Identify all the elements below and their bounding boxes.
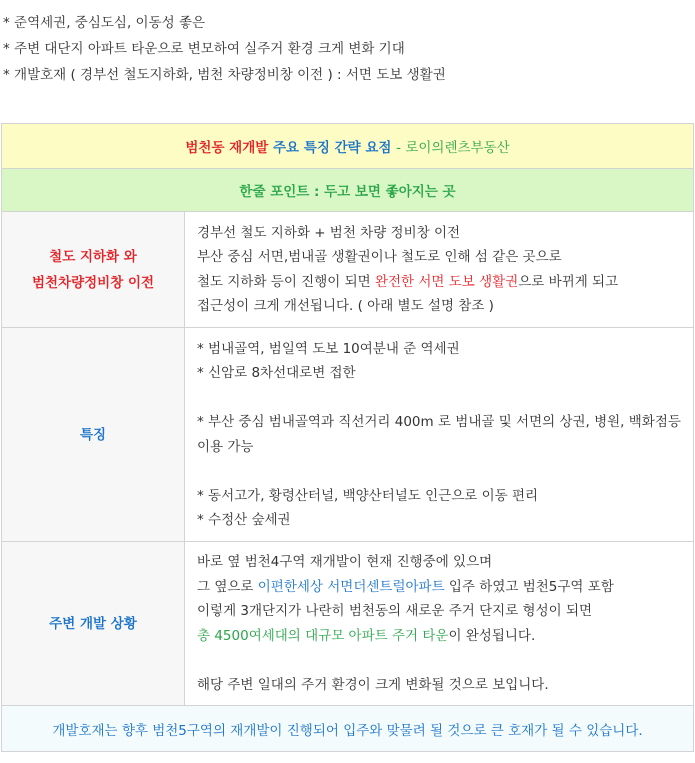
feature-item: * 동서고가, 황령산터널, 백양산터널도 인근으로 이동 편리: [197, 487, 539, 504]
intro-item: * 주변 대단지 아파트 타운으로 변모하여 실주거 환경 크게 변화 기대: [3, 41, 405, 57]
row-label-features: 특징: [2, 328, 185, 542]
highlight-text: 총 4500여세대의 대규모 아파트 주거 타운: [197, 627, 449, 644]
intro-item: * 준역세권, 중심도심, 이동성 좋은: [3, 15, 206, 31]
footer-row: [2, 706, 694, 752]
content-text: 이 완성됩니다.: [448, 627, 536, 644]
content-line: [197, 575, 683, 600]
row-label-line: 철도 지하화 와: [49, 248, 137, 265]
title-part-green: - 로이의렌츠부동산: [396, 140, 510, 156]
highlight-text: 이편한세상 서면더센트럴아파트: [257, 578, 445, 595]
row-label-surroundings: 주변 개발 상황: [2, 542, 185, 706]
highlight-text: 완전한 서면 도보 생활권: [374, 273, 519, 290]
content-line: 경부선 철도 지하화 + 범천 차량 정비창 이전: [197, 224, 461, 241]
content-line: 접근성이 크게 개선됩니다. ( 아래 별도 설명 참조 ): [197, 298, 494, 314]
content-line: 바로 옆 범천4구역 재개발이 현재 진행중에 있으며: [197, 554, 493, 570]
point-row: [2, 169, 694, 212]
blank-line: [197, 648, 683, 673]
summary-table: [1, 123, 694, 752]
intro-list: [0, 10, 695, 88]
table-row: [2, 212, 694, 328]
row-label-line: 범천차량정비창 이전: [31, 274, 155, 291]
footer-note: 개발호재는 향후 범천5구역의 재개발이 진행되어 입주와 맞물려 될 것으로 큰 호재가 될 수 있습니다.: [2, 706, 694, 752]
row-content-surroundings: [185, 542, 694, 706]
feature-item: * 부산 중심 범내골역과 직선거리 400m 로 범내골 및 서면의 상권, 병원, 백화점등 이용 가능: [197, 414, 681, 455]
title-part-red: 범천동 재개발: [185, 140, 269, 156]
table-row: [2, 328, 694, 542]
blank-line: [197, 386, 683, 411]
title-part-blue: 주요 특징 간략 요점: [273, 140, 392, 156]
feature-item: * 신암로 8차선대로변 접한: [197, 365, 356, 381]
one-line-point: 한줄 포인트 : 두고 보면 좋아지는 곳: [2, 169, 694, 212]
row-content-railway: [185, 212, 694, 328]
feature-item: * 수정산 숲세권: [197, 512, 291, 528]
blank-line: [197, 459, 683, 484]
content-text: 으로 바뀌게 되고: [518, 273, 619, 290]
table-title: [2, 124, 694, 169]
intro-item: * 개발호재 ( 경부선 철도지하화, 범천 차량정비창 이전 ) : 서면 도보 생활권: [3, 67, 446, 83]
content-text: 입주 하였고 범천5구역 포함: [444, 578, 614, 595]
content-line: [197, 270, 683, 295]
content-text: 그 옆으로: [197, 578, 258, 595]
content-text: 철도 지하화 등이 진행이 되면: [197, 273, 375, 290]
table-row: [2, 542, 694, 706]
row-label-railway: [2, 212, 185, 328]
content-line: 해당 주변 일대의 주거 환경이 크게 변화될 것으로 보입니다.: [197, 676, 549, 693]
row-content-features: [185, 328, 694, 542]
content-line: 부산 중심 서면,범내골 생활권이나 철도로 인해 섬 같은 곳으로: [197, 249, 562, 265]
content-line: 이렇게 3개단지가 나란히 범천동의 새로운 주거 단지로 형성이 되면: [197, 603, 593, 619]
feature-item: * 범내골역, 범일역 도보 10여분내 준 역세권: [197, 340, 460, 357]
title-row: [2, 124, 694, 169]
content-line: [197, 624, 683, 649]
